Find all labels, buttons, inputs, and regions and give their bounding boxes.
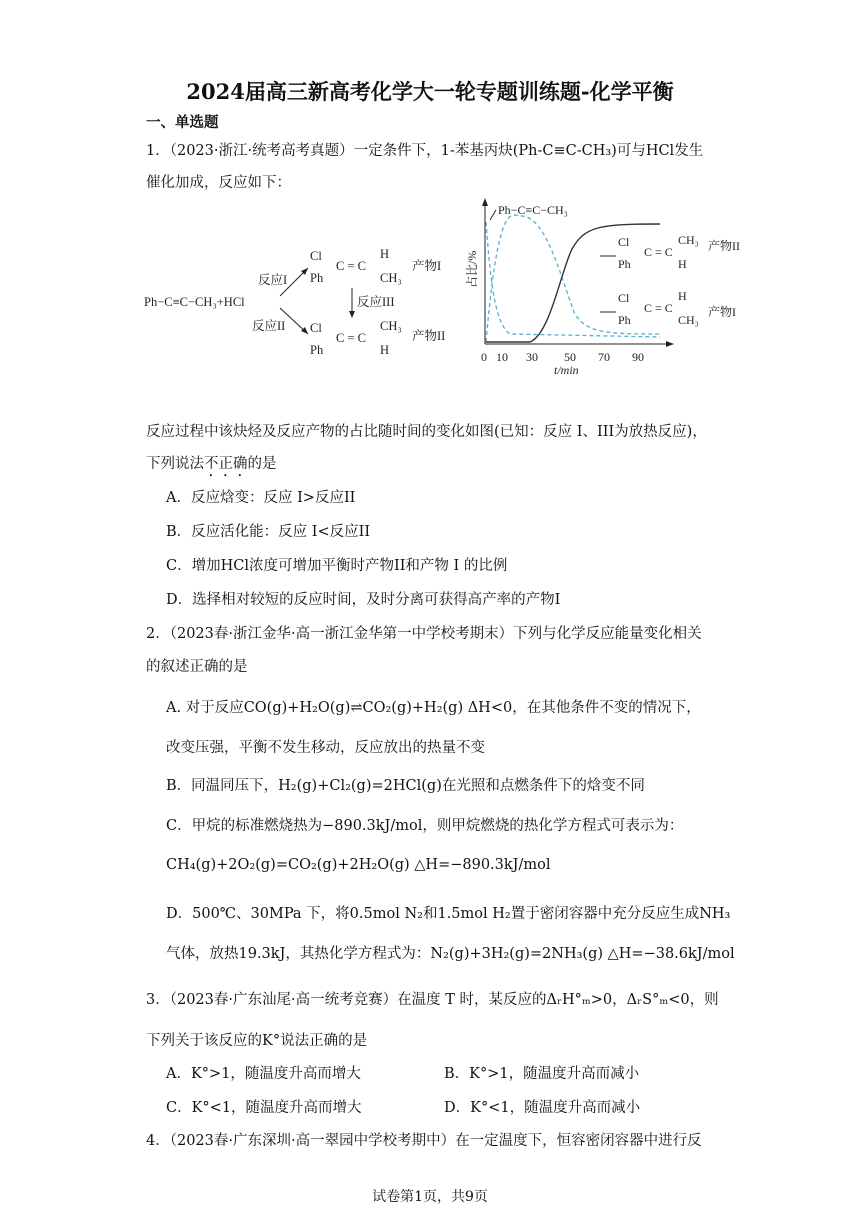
series-label-alkyne: Ph−C≡C−CH₃ xyxy=(498,203,568,217)
x-tick-30: 30 xyxy=(526,350,538,364)
q1-option-a: A．反应焓变：反应 I>反应II xyxy=(166,490,356,506)
label-product-1: 产物I xyxy=(412,259,442,273)
q1-option-b: B．反应活化能：反应 I<反应II xyxy=(166,524,371,540)
time-profile-chart xyxy=(450,194,770,380)
x-tick-10: 10 xyxy=(496,350,508,364)
section-heading: 一、单选题 xyxy=(146,114,219,131)
q1-stem-4c: 的是 xyxy=(247,456,277,472)
page-footer: 试卷第1页，共9页 xyxy=(372,1189,488,1205)
p2-ph: Ph xyxy=(310,343,324,357)
p2-cl: Cl xyxy=(310,321,322,335)
q3-option-d: D．K°<1，随温度升高而减小 xyxy=(444,1100,641,1116)
x-tick-90: 90 xyxy=(632,350,644,364)
y-axis-arrow xyxy=(482,198,488,206)
q1-option-d: D．选择相对较短的反应时间，及时分离可获得高产率的产物I xyxy=(166,592,561,608)
q1-option-c: C．增加HCl浓度可增加平衡时产物II和产物 I 的比例 xyxy=(166,558,508,574)
x-tick-0: 0 xyxy=(481,350,487,364)
reactant-formula: Ph−C≡C−CH₃+HCl xyxy=(144,295,245,309)
q2-option-c-line-1: C．甲烷的标准燃烧热为−890.3kJ/mol，则甲烷燃烧的热化学方程式可表示为： xyxy=(166,818,684,834)
p1-chart-cl: Cl xyxy=(618,291,630,305)
q2-option-c-line-2: CH₄(g)+2O₂(g)=CO₂(g)+2H₂O(g) △H=−890.3kJ/mol xyxy=(166,857,551,873)
p1-chart-ch3: CH₃ xyxy=(678,313,699,327)
series-label-product-1: 产物I xyxy=(708,305,736,319)
alkyne-pointer xyxy=(490,210,496,220)
q2-option-a-line-2: 改变压强，平衡不发生移动，反应放出的热量不变 xyxy=(166,740,485,756)
page-title: 2024届高三新高考化学大一轮专题训练题-化学平衡 xyxy=(186,79,674,104)
q2-option-d-line-1: D．500℃、30MPa 下，将0.5mol N₂和1.5mol H₂置于密闭容器中充分反应生成NH₃ xyxy=(166,906,731,922)
q1-stem-line-2: 催化加成，反应如下： xyxy=(146,175,291,191)
arrow-head-3 xyxy=(349,311,355,318)
q3-option-c: C．K°<1，随温度升高而增大 xyxy=(166,1100,362,1116)
q1-stem-line-4 xyxy=(146,456,277,480)
label-reaction-2: 反应II xyxy=(252,319,286,333)
p2-chart-ph: Ph xyxy=(618,257,631,271)
label-product-2: 产物II xyxy=(412,329,446,343)
p2-chart-h: H xyxy=(678,257,687,271)
p1-ph: Ph xyxy=(310,271,324,285)
q4-stem-line-1: 4．（2023春·广东深圳·高一翠园中学校考期中）在一定温度下，恒容密闭容器中进行反 xyxy=(146,1133,702,1149)
p1-chart-ph: Ph xyxy=(618,313,631,327)
q3-option-a: A．K°>1，随温度升高而增大 xyxy=(166,1066,361,1082)
p2-h: H xyxy=(380,343,390,357)
q1-stem-line-3: 反应过程中该炔烃及反应产物的占比随时间的变化如图(已知：反应 I、III为放热反应)， xyxy=(146,424,707,440)
q2-stem-line-2: 的叙述正确的是 xyxy=(146,659,248,675)
x-tick-50: 50 xyxy=(564,350,576,364)
y-axis-label: 占比/% xyxy=(465,250,479,288)
q3-stem-line-2: 下列关于该反应的K°说法正确的是 xyxy=(146,1033,368,1049)
p1-ch3: CH₃ xyxy=(380,271,402,285)
label-reaction-1: 反应I xyxy=(258,273,288,287)
x-tick-70: 70 xyxy=(598,350,610,364)
q1-emphasis-not-correct: 不正确 xyxy=(204,456,248,472)
alkyne-curve xyxy=(486,222,660,337)
p2-chart-cc: C = C xyxy=(644,245,673,259)
p1-h: H xyxy=(380,247,390,261)
product-2-curve xyxy=(486,224,660,342)
q2-option-d-line-2: 气体，放热19.3kJ，其热化学方程式为：N₂(g)+3H₂(g)=2NH₃(g) △H=−38.6kJ/mol xyxy=(166,946,735,962)
reaction-scheme xyxy=(140,230,460,370)
p2-chart-cl: Cl xyxy=(618,235,630,249)
x-axis-label: t/min xyxy=(554,363,579,377)
q3-option-b: B．K°>1，随温度升高而减小 xyxy=(444,1066,640,1082)
q1-stem-4a: 下列说法 xyxy=(146,456,204,472)
product-1-curve xyxy=(486,215,660,342)
q3-stem-line-1: 3．（2023春·广东汕尾·高一统考竞赛）在温度 T 时，某反应的ΔᵣH°ₘ>0，ΔᵣS°ₘ<0，则 xyxy=(146,992,719,1008)
p2-ch3: CH₃ xyxy=(380,319,402,333)
p1-double-bond: C = C xyxy=(336,259,366,273)
p1-cl: Cl xyxy=(310,249,322,263)
q2-option-a-line-1: A. 对于反应CO(g)+H₂O(g)⇌CO₂(g)+H₂(g) ΔH<0，在其他条件不变的情况下， xyxy=(166,700,701,716)
q2-option-b: B．同温同压下，H₂(g)+Cl₂(g)=2HCl(g)在光照和点燃条件下的焓变不同 xyxy=(166,778,645,794)
p1-chart-cc: C = C xyxy=(644,301,673,315)
series-label-product-2: 产物II xyxy=(708,239,740,253)
p1-chart-h: H xyxy=(678,289,687,303)
p2-chart-ch3: CH₃ xyxy=(678,233,699,247)
q2-stem-line-1: 2．（2023春·浙江金华·高一浙江金华第一中学校考期末）下列与化学反应能量变化相关 xyxy=(146,626,702,642)
label-reaction-3: 反应III xyxy=(357,295,395,309)
q1-stem-line-1: 1．（2023·浙江·统考高考真题）一定条件下，1-苯基丙炔(Ph-C≡C-CH₃)可与HCl发生 xyxy=(146,143,704,159)
x-axis-arrow xyxy=(666,341,674,347)
p2-double-bond: C = C xyxy=(336,331,366,345)
